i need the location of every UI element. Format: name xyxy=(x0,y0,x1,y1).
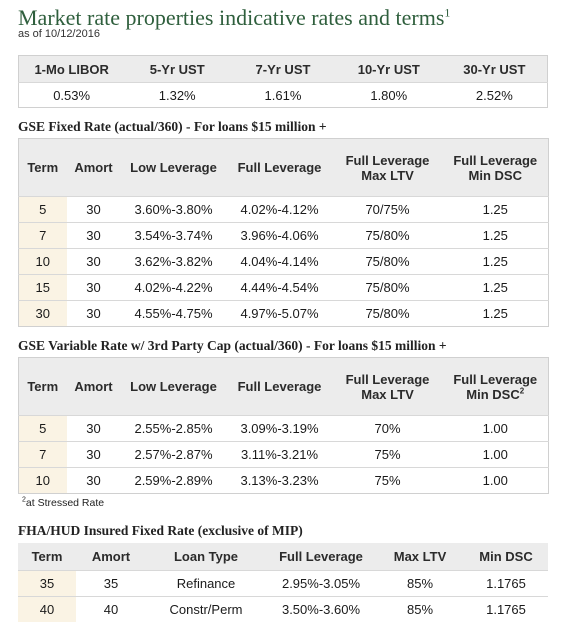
cell: 40 xyxy=(18,596,76,622)
cell: 3.13%-3.23% xyxy=(227,468,333,494)
cell: 30 xyxy=(19,301,67,327)
table-row xyxy=(19,223,549,249)
header-cell: Amort xyxy=(76,543,146,570)
cell: 35 xyxy=(18,570,76,596)
cell: 4.04%-4.14% xyxy=(227,249,333,275)
cell: 3.11%-3.21% xyxy=(227,442,333,468)
fha-table xyxy=(18,543,548,622)
gse-variable-title: GSE Variable Rate w/ 3rd Party Cap (actual/360) - For loans $15 million + xyxy=(18,338,447,353)
cell: 10 xyxy=(19,249,67,275)
cell: 1.25 xyxy=(443,275,549,301)
footnote: $^2$at Stressed Rate xyxy=(22,496,105,509)
cell: 1.00 xyxy=(443,468,549,494)
table-row xyxy=(19,197,549,223)
cell: 30 xyxy=(67,275,121,301)
cell: 35 xyxy=(76,570,146,596)
table-row xyxy=(19,249,549,275)
cell: 30 xyxy=(67,416,121,442)
gse-fixed-table xyxy=(18,138,549,327)
header-cell: Full Leverage Max LTV xyxy=(333,358,443,416)
cell: 3.62%-3.82% xyxy=(121,249,227,275)
table-row xyxy=(19,468,549,494)
header-cell: 10-Yr UST xyxy=(336,56,442,83)
cell: 75/80% xyxy=(333,223,443,249)
cell: 30 xyxy=(67,223,121,249)
cell: 3.54%-3.74% xyxy=(121,223,227,249)
header-cell: Full Leverage Min DSC$^2$ xyxy=(443,358,549,416)
benchmark-rates-table xyxy=(18,55,548,108)
cell: 75% xyxy=(333,442,443,468)
cell: 0.53% xyxy=(19,83,125,108)
header-cell: Full Leverage xyxy=(266,543,376,570)
cell: 4.02%-4.12% xyxy=(227,197,333,223)
cell: 1.1765 xyxy=(464,570,548,596)
cell: 1.00 xyxy=(443,442,549,468)
cell: 30 xyxy=(67,301,121,327)
header-cell: Low Leverage xyxy=(121,358,227,416)
gse-variable-table xyxy=(18,357,549,494)
cell: 10 xyxy=(19,468,67,494)
cell: 5 xyxy=(19,416,67,442)
cell: Constr/Perm xyxy=(146,596,266,622)
header-cell: 5-Yr UST xyxy=(124,56,230,83)
cell: 2.52% xyxy=(442,83,548,108)
cell: 40 xyxy=(76,596,146,622)
cell: 85% xyxy=(376,570,464,596)
cell: 2.95%-3.05% xyxy=(266,570,376,596)
header-cell: Loan Type xyxy=(146,543,266,570)
table-row xyxy=(18,570,548,596)
table-row xyxy=(19,83,548,108)
header-cell: Min DSC xyxy=(464,543,548,570)
cell: 75/80% xyxy=(333,275,443,301)
cell: 7 xyxy=(19,223,67,249)
table-row xyxy=(19,275,549,301)
header-cell: 30-Yr UST xyxy=(442,56,548,83)
header-cell: Term xyxy=(19,139,67,197)
gse-fixed-title: GSE Fixed Rate (actual/360) - For loans $15 million + xyxy=(18,119,327,134)
cell: 3.96%-4.06% xyxy=(227,223,333,249)
as-of-date: as of 10/12/2016 xyxy=(18,28,100,40)
cell: 1.25 xyxy=(443,301,549,327)
page-title: Market rate properties indicative rates and terms$^1$ xyxy=(18,5,451,30)
cell: 4.97%-5.07% xyxy=(227,301,333,327)
cell: 30 xyxy=(67,442,121,468)
cell: 75/80% xyxy=(333,249,443,275)
cell: 1.32% xyxy=(124,83,230,108)
header-cell: Full Leverage Min DSC xyxy=(443,139,549,197)
fha-title: FHA/HUD Insured Fixed Rate (exclusive of MIP) xyxy=(18,523,303,538)
header-cell: Amort xyxy=(67,139,121,197)
cell: 3.60%-3.80% xyxy=(121,197,227,223)
header-cell: Term xyxy=(18,543,76,570)
header-cell: Amort xyxy=(67,358,121,416)
cell: 2.55%-2.85% xyxy=(121,416,227,442)
table-row xyxy=(19,442,549,468)
cell: 2.57%-2.87% xyxy=(121,442,227,468)
cell: Refinance xyxy=(146,570,266,596)
cell: 70/75% xyxy=(333,197,443,223)
cell: 1.25 xyxy=(443,223,549,249)
cell: 70% xyxy=(333,416,443,442)
table-row xyxy=(19,301,549,327)
header-cell: 1-Mo LIBOR xyxy=(19,56,125,83)
table-row xyxy=(19,416,549,442)
header-cell: Full Leverage Max LTV xyxy=(333,139,443,197)
header-cell: Max LTV xyxy=(376,543,464,570)
cell: 30 xyxy=(67,468,121,494)
cell: 15 xyxy=(19,275,67,301)
cell: 75% xyxy=(333,468,443,494)
cell: 5 xyxy=(19,197,67,223)
header-cell: Term xyxy=(19,358,67,416)
cell: 4.55%-4.75% xyxy=(121,301,227,327)
cell: 75/80% xyxy=(333,301,443,327)
cell: 7 xyxy=(19,442,67,468)
header-cell: 7-Yr UST xyxy=(230,56,336,83)
cell: 1.80% xyxy=(336,83,442,108)
header-cell: Full Leverage xyxy=(227,358,333,416)
cell: 4.44%-4.54% xyxy=(227,275,333,301)
cell: 85% xyxy=(376,596,464,622)
table-row xyxy=(18,596,548,622)
cell: 30 xyxy=(67,249,121,275)
cell: 4.02%-4.22% xyxy=(121,275,227,301)
cell: 1.00 xyxy=(443,416,549,442)
cell: 30 xyxy=(67,197,121,223)
header-cell: Low Leverage xyxy=(121,139,227,197)
cell: 3.09%-3.19% xyxy=(227,416,333,442)
cell: 1.61% xyxy=(230,83,336,108)
cell: 2.59%-2.89% xyxy=(121,468,227,494)
header-cell: Full Leverage xyxy=(227,139,333,197)
cell: 1.25 xyxy=(443,249,549,275)
cell: 1.1765 xyxy=(464,596,548,622)
cell: 1.25 xyxy=(443,197,549,223)
cell: 3.50%-3.60% xyxy=(266,596,376,622)
